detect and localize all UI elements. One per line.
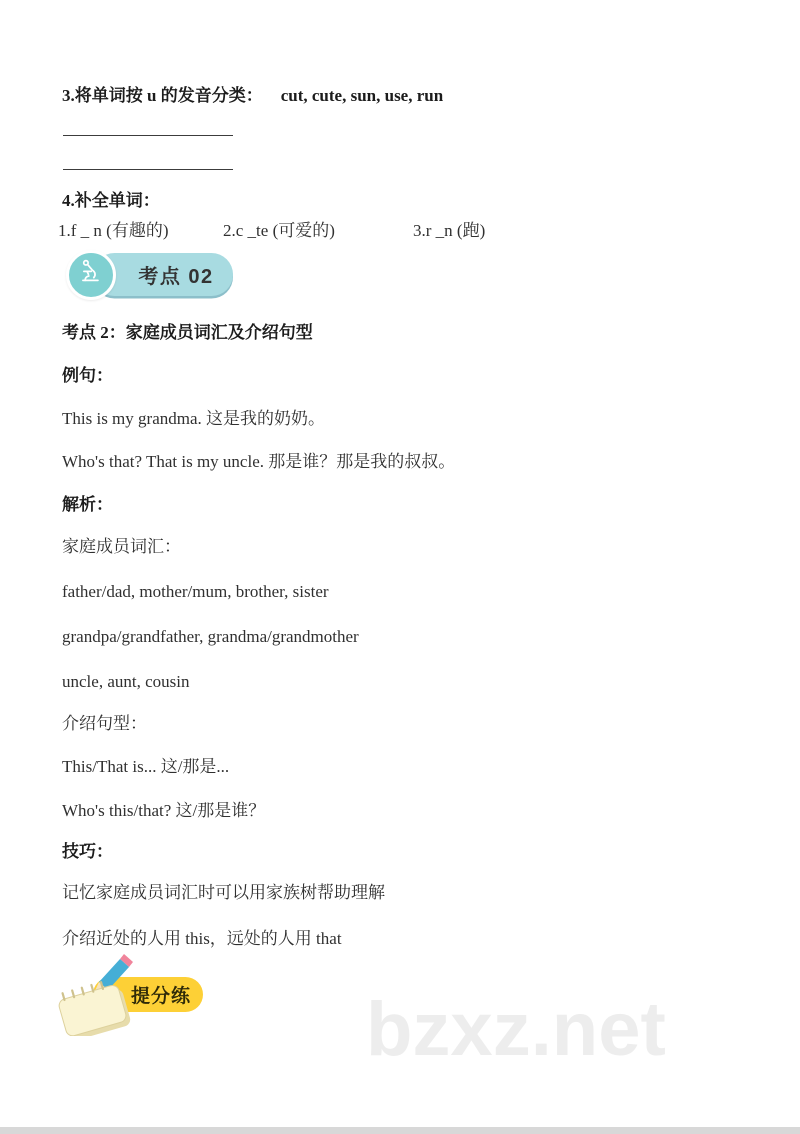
kaodian-badge — [66, 250, 246, 302]
example-heading: 例句： — [62, 366, 113, 385]
analysis-line-3: grandpa/grandfather, grandma/grandmother — [62, 627, 359, 646]
tip-line-1: 记忆家庭成员词汇时可以用家族树帮助理解 — [62, 883, 385, 902]
topic-title: 考点 2：家庭成员词汇及介绍句型 — [62, 323, 313, 342]
kaodian-label: 考点 02 — [138, 266, 214, 288]
example-sentence-2: Who's that? That is my uncle. 那是谁？那是我的叔叔。 — [62, 452, 456, 471]
microscope-icon — [76, 258, 106, 293]
analysis-line-2: father/dad, mother/mum, brother, sister — [62, 582, 329, 601]
analysis-line-5: 介绍句型： — [62, 714, 147, 733]
analysis-heading: 解析： — [62, 495, 113, 514]
example-sentence-1: This is my grandma. 这是我的奶奶。 — [62, 409, 326, 428]
answer-blank-2 — [63, 169, 233, 170]
q4-item-2: 2.c _te (可爱的) — [223, 221, 335, 240]
kaodian-circle — [66, 250, 116, 300]
q3-word-list: cut, cute, sun, use, run — [280, 86, 444, 105]
q4-item-3: 3.r _n (跑) — [413, 221, 486, 240]
q4-prompt: 4.补全单词： — [62, 191, 160, 210]
tifen-label: 提分练 — [130, 986, 191, 1007]
page-bottom-edge — [0, 1127, 800, 1134]
q3-line — [62, 84, 443, 108]
watermark: bzxz.net — [366, 987, 666, 1072]
tip-line-2: 介绍近处的人用 this，远处的人用 that — [62, 929, 342, 948]
answer-blank-1 — [63, 135, 233, 136]
tips-heading: 技巧： — [62, 842, 113, 861]
q3-prompt: 3.将单词按 u 的发音分类： — [62, 86, 263, 105]
analysis-line-6: This/That is... 这/那是... — [62, 757, 230, 776]
analysis-line-1: 家庭成员词汇： — [62, 537, 181, 556]
analysis-line-4: uncle, aunt, cousin — [62, 672, 190, 691]
notebook-pencil-icon — [50, 952, 150, 1041]
q4-item-1: 1.f _ n (有趣的) — [58, 221, 169, 240]
tifen-badge — [50, 952, 220, 1036]
analysis-line-7: Who's this/that? 这/那是谁？ — [62, 801, 266, 820]
